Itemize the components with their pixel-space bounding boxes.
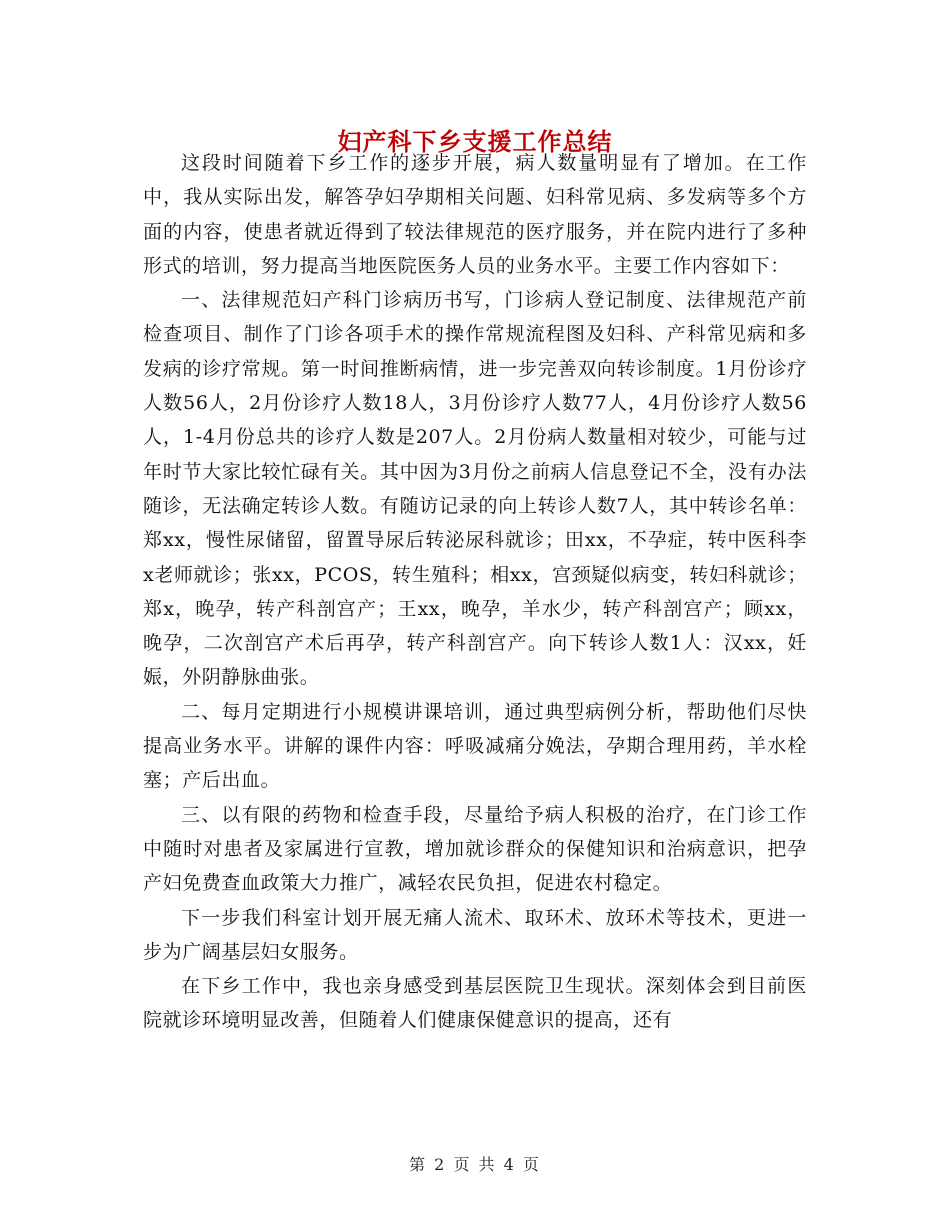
paragraph-next-steps: 下一步我们科室计划开展无痛人流术、取环术、放环术等技术，更进一步为广阔基层妇女服务。 bbox=[143, 906, 807, 963]
paragraph-section-2: 二、每月定期进行小规模讲课培训，通过典型病例分析，帮助他们尽快提高业务水平。讲解的课件内容：呼吸减痛分娩法，孕期合理用药，羊水栓塞；产后出血。 bbox=[143, 700, 807, 792]
paragraph-intro: 这段时间随着下乡工作的逐步开展，病人数量明显有了增加。在工作中，我从实际出发，解答孕妇孕期相关问题、妇科常见病、多发病等多个方面的内容，使患者就近得到了较法律规范的医疗服务，并在院内进行了多种形式的培训，努力提高当地医院医务人员的业务水平。主要工作内容如下： bbox=[143, 152, 807, 277]
page-footer: 第 2 页 共 4 页 bbox=[409, 1155, 541, 1174]
paragraph-section-1: 一、法律规范妇产科门诊病历书写，门诊病人登记制度、法律规范产前检查项目、制作了门诊各项手术的操作常规流程图及妇科、产科常见病和多发病的诊疗常规。第一时间推断病情，进一步完善双向转诊制度。1月份诊疗人数56人，2月份诊疗人数18人，3月份诊疗人数77人，4月份诊疗人数56人，1-4月份总共的诊疗人数是207人。2月份病人数量相对较少，可能与过年时节大家比较忙碌有关。其中因为3月份之前病人信息登记不全，没有办法随诊，无法确定转诊人数。有随访记录的向上转诊人数7人，其中转诊名单：郑xx，慢性尿储留，留置导尿后转泌尿科就诊；田xx，不孕症，转中医科李x老师就诊；张xx，PCOS，转生殖科；相xx，宫颈疑似病变，转妇科就诊；郑x，晚孕，转产科剖宫产；王xx，晚孕，羊水少，转产科剖宫产；顾xx，晚孕，二次剖宫产术后再孕，转产科剖宫产。向下转诊人数1人：汉xx，妊娠，外阴静脉曲张。 bbox=[143, 289, 807, 689]
paragraph-section-3: 三、以有限的药物和检查手段，尽量给予病人积极的治疗，在门诊工作中随时对患者及家属进行宣教，增加就诊群众的保健知识和治病意识，把孕产妇免费查血政策大力推广，减轻农民负担，促进农村稳定。 bbox=[143, 803, 807, 895]
document-body bbox=[143, 146, 807, 1038]
paragraph-reflection: 在下乡工作中，我也亲身感受到基层医院卫生现状。深刻体会到目前医院就诊环境明显改善，但随着人们健康保健意识的提高，还有 bbox=[143, 975, 807, 1032]
document-title: 妇产科下乡支援工作总结 bbox=[337, 128, 613, 157]
